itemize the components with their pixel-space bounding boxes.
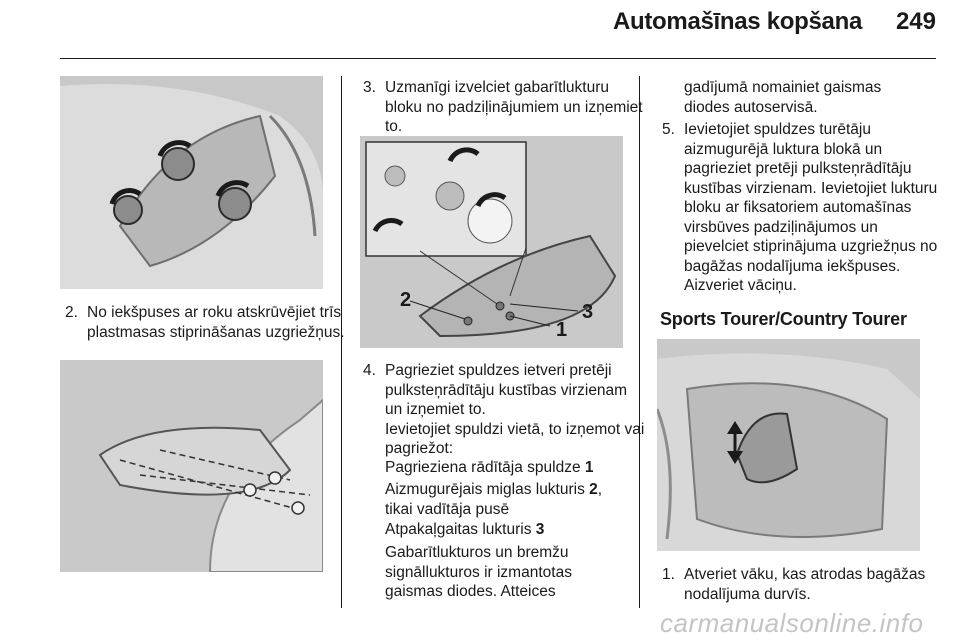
step-4 (363, 361, 647, 459)
bulb-item-1 (385, 458, 625, 478)
section-subheading: Sports Tourer/Country Tourer (660, 309, 907, 329)
continuation-text: gadījumā nomainiet gaismas diodes autoservisā. (684, 79, 882, 116)
bulb-item-ref: 3 (535, 521, 545, 538)
column-divider-1 (341, 76, 342, 608)
step-text: Uzmanīgi izvelciet gabarītlukturu bloku no padziļinājumiem un izņemiet to. (385, 79, 643, 135)
figure-lamp-nuts (60, 76, 323, 289)
figure-label-2: 2 (400, 289, 412, 311)
step-number: 3. (363, 79, 376, 96)
page-title: Automašīnas kopšana (612, 8, 862, 35)
step-2 (65, 303, 357, 342)
step-number: 4. (363, 362, 376, 379)
figure-lamp-removal (60, 360, 323, 572)
step-3 (363, 78, 647, 137)
bulb-item-3 (385, 520, 625, 540)
figure-label-3: 3 (582, 301, 594, 323)
bulb-item-2 (385, 480, 625, 519)
figure-label-1: 1 (556, 319, 568, 341)
lamp-nuts-illustration (60, 76, 323, 289)
step-number: 1. (662, 566, 675, 583)
bulb-item-text: Pagrieziena rādītāja spuldze (385, 459, 585, 476)
column-divider-2 (639, 76, 640, 608)
step-text: Ievietojiet spuldzes turētāju aizmugurējā luktura blokā un pagrieziet pretēji pulksteņrādītāju kustības virzienam. Ievietojiet lukturu bloku ar fiksatoriem automašīnas virsbūves padziļinājumos un pievelciet stiprinājuma uzgriežņus no bagāžas nodalījuma iekšpuses. Aizveriet vāciņu. (684, 121, 938, 294)
step-text: No iekšpuses ar roku atskrūvējiet trīs plastmasas stiprināšanas uzgriežņus. (87, 304, 345, 341)
step-text-2: Ievietojiet spuldzi vietā, to izņemot vai pagriežot: (385, 420, 645, 457)
figure-bulb-positions (360, 136, 623, 348)
step-number: 2. (65, 304, 78, 321)
bulb-positions-illustration (360, 136, 623, 348)
bulb-item-ref: 2 (589, 481, 598, 498)
figure-trunk-cover (657, 339, 920, 551)
step-text: Atveriet vāku, kas atrodas bagāžas nodalījuma durvīs. (684, 566, 926, 603)
header-divider (60, 58, 936, 59)
step-text: Pagrieziet spuldzes ietveri pretēji pulksteņrādītāju kustības virzienam un izņemiet to. (385, 362, 628, 418)
step-number: 5. (662, 121, 675, 138)
lamp-removal-illustration (60, 360, 323, 572)
watermark: carmanualsonline.info (660, 608, 924, 638)
led-note: Gabarītlukturos un bremžu signāllukturos ir izmantotas gaismas diodes. Atteices (385, 544, 572, 600)
trunk-cover-illustration (657, 339, 920, 551)
page-number: 249 (895, 8, 936, 35)
bulb-item-ref: 1 (584, 459, 594, 476)
bulb-item-text: Aizmugurējais miglas lukturis (385, 481, 590, 498)
bulb-item-suffix: , tikai vadītāja pusē (385, 481, 603, 518)
bulb-item-text: Atpakaļgaitas lukturis (385, 521, 536, 538)
step-5 (662, 120, 946, 296)
step-1 (662, 565, 946, 604)
